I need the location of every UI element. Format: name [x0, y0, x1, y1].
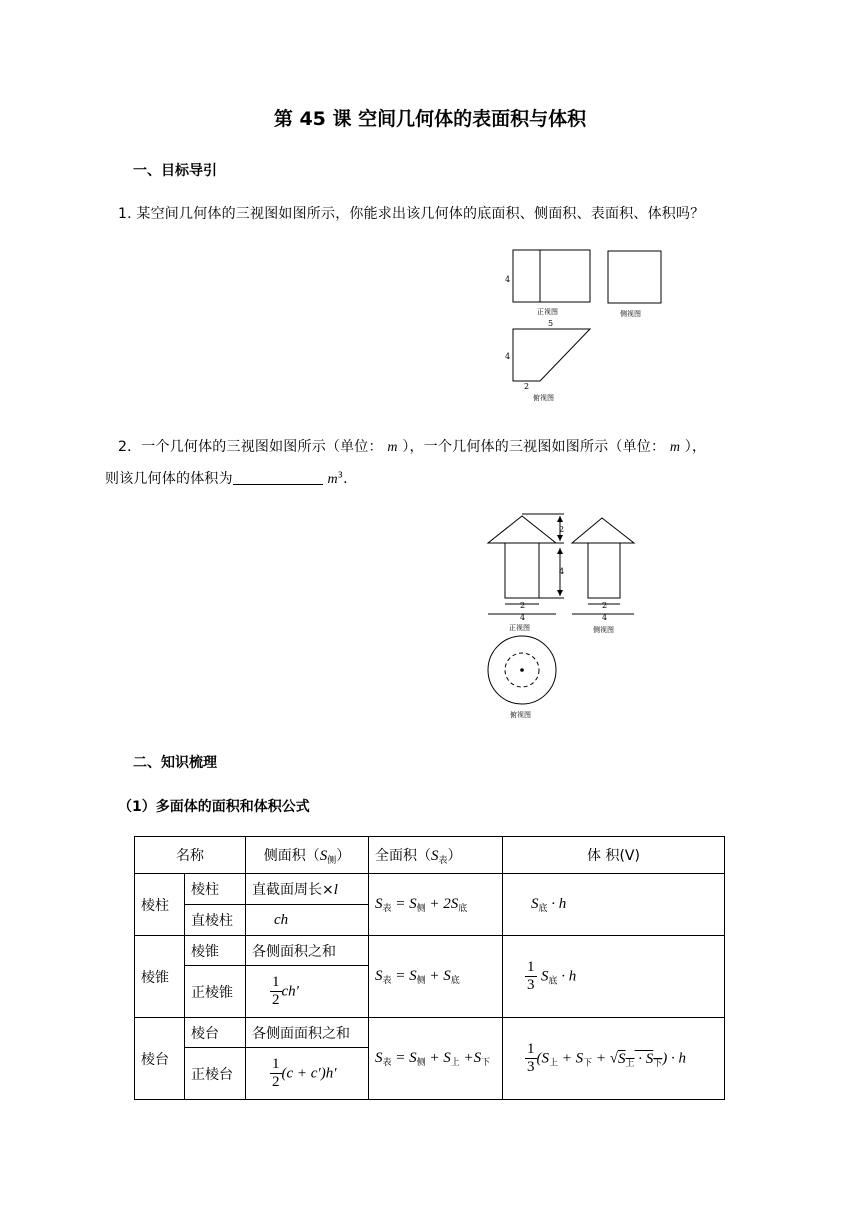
cell-pyramid-volume: $\frac{1}{3}$ $S_底 \cdot h$ [503, 936, 725, 1018]
row-prism: 棱柱 [135, 874, 185, 936]
section-heading-1: 一、目标导引 [133, 163, 217, 179]
formula-table [134, 836, 725, 1100]
q2-text-c: ）， [684, 439, 707, 455]
cell-fru-b: 正棱台 [185, 1048, 246, 1100]
q2-unit-a: m [387, 440, 398, 455]
side-dim-2: 2 [602, 601, 608, 610]
subsection-heading-1: （1）多面体的面积和体积公式 [118, 799, 310, 815]
cell-pyr-a-side: 各侧面积之和 [246, 936, 369, 966]
side-roof [572, 518, 634, 543]
cell-prism-a: 棱柱 [185, 874, 246, 905]
header-total-area: 全面积$(S_表)$ [369, 837, 503, 874]
side-body [588, 543, 620, 598]
top-width-label: 5 [548, 319, 554, 328]
front-height-label: 4 [505, 275, 511, 284]
top-height-label: 4 [505, 352, 511, 361]
q2-period: . [343, 471, 348, 487]
q2-unit-c: m [327, 472, 338, 487]
q2-text-b: ），一个几何体的三视图如图所示（单位： [402, 439, 666, 455]
top-bottom-label: 2 [524, 382, 530, 391]
q2-unit-b: m [669, 440, 681, 455]
front-dim-2: 2 [520, 601, 526, 610]
q2-text-d: 则该几何体的体积为 [105, 471, 233, 487]
side-view-caption-2: 侧视图 [593, 626, 614, 634]
row-pyramid: 棱锥 [135, 936, 185, 1018]
vertical-dim-2: 2 [559, 525, 565, 534]
cell-prism-a-side: 直截面周长×l [246, 874, 369, 905]
cell-prism-b: 直棱柱 [185, 905, 246, 936]
header-volume: 体 积(V) [503, 837, 725, 874]
front-body [505, 543, 539, 598]
row-frustum: 棱台 [135, 1018, 185, 1100]
table-header-row [135, 837, 725, 874]
top-view-caption-2: 俯视图 [510, 711, 531, 719]
top-center-dot [520, 668, 524, 672]
question-2-line-2 [105, 468, 348, 488]
front-dim-4: 4 [520, 613, 526, 622]
top-view-caption: 俯视图 [533, 394, 554, 402]
header-side-area: 侧面积$(S_侧)$ [246, 837, 369, 874]
table-row [135, 874, 725, 905]
cell-frustum-total: $S_表 = S_侧 + S_上 +S_下$ [369, 1018, 503, 1100]
cell-pyramid-total: $S_表 = S_侧 + S_底$ [369, 936, 503, 1018]
cell-fru-a-side: 各侧面面积之和 [246, 1018, 369, 1048]
vertical-dim-4: 4 [559, 567, 565, 576]
cell-frustum-volume: $\frac{1}{3}$ $(S_上 + S_下 + √S_上 \cdot S_下) \cdot h$ [503, 1018, 725, 1100]
table-row [135, 1018, 725, 1048]
side-view-rect [608, 251, 661, 303]
q2-unit-exponent: 3 [337, 470, 344, 480]
front-roof [488, 516, 556, 543]
header-name: 名称 [135, 837, 246, 874]
front-view-rect [513, 250, 590, 302]
section-heading-2: 二、知识梳理 [133, 755, 217, 771]
cell-pyr-b-side: $\frac{1}{2}$ ch′ [246, 966, 369, 1018]
cell-pyr-b: 正棱锥 [185, 966, 246, 1018]
cell-prism-b-side: ch [246, 905, 369, 936]
three-view-figure-1 [500, 242, 670, 404]
q2-text-a: 2．一个几何体的三视图如图所示（单位： [118, 439, 383, 455]
question-2-line-1 [118, 436, 706, 456]
side-view-caption: 侧视图 [620, 310, 641, 318]
cell-prism-total: $S_表 = S_侧 + 2S_底$ [369, 874, 503, 936]
cell-pyr-a: 棱锥 [185, 936, 246, 966]
cell-fru-a: 棱台 [185, 1018, 246, 1048]
three-view-figure-2 [480, 508, 640, 724]
page-title: 第 45 课 空间几何体的表面积与体积 [273, 108, 587, 130]
answer-blank [233, 470, 323, 485]
table-row [135, 936, 725, 966]
front-view-caption: 正视图 [537, 308, 558, 316]
cell-fru-b-side: $\frac{1}{2}$ (c + c′)h′ [246, 1048, 369, 1100]
front-view-caption-2: 正视图 [509, 624, 530, 632]
side-dim-4: 4 [602, 613, 608, 622]
question-1: 1. 某空间几何体的三视图如图所示，你能求出该几何体的底面积、侧面积、表面积、体积吗？ [118, 206, 705, 222]
top-view-trapezoid [513, 329, 590, 381]
cell-prism-volume: $S_底 \cdot h$ [503, 874, 725, 936]
